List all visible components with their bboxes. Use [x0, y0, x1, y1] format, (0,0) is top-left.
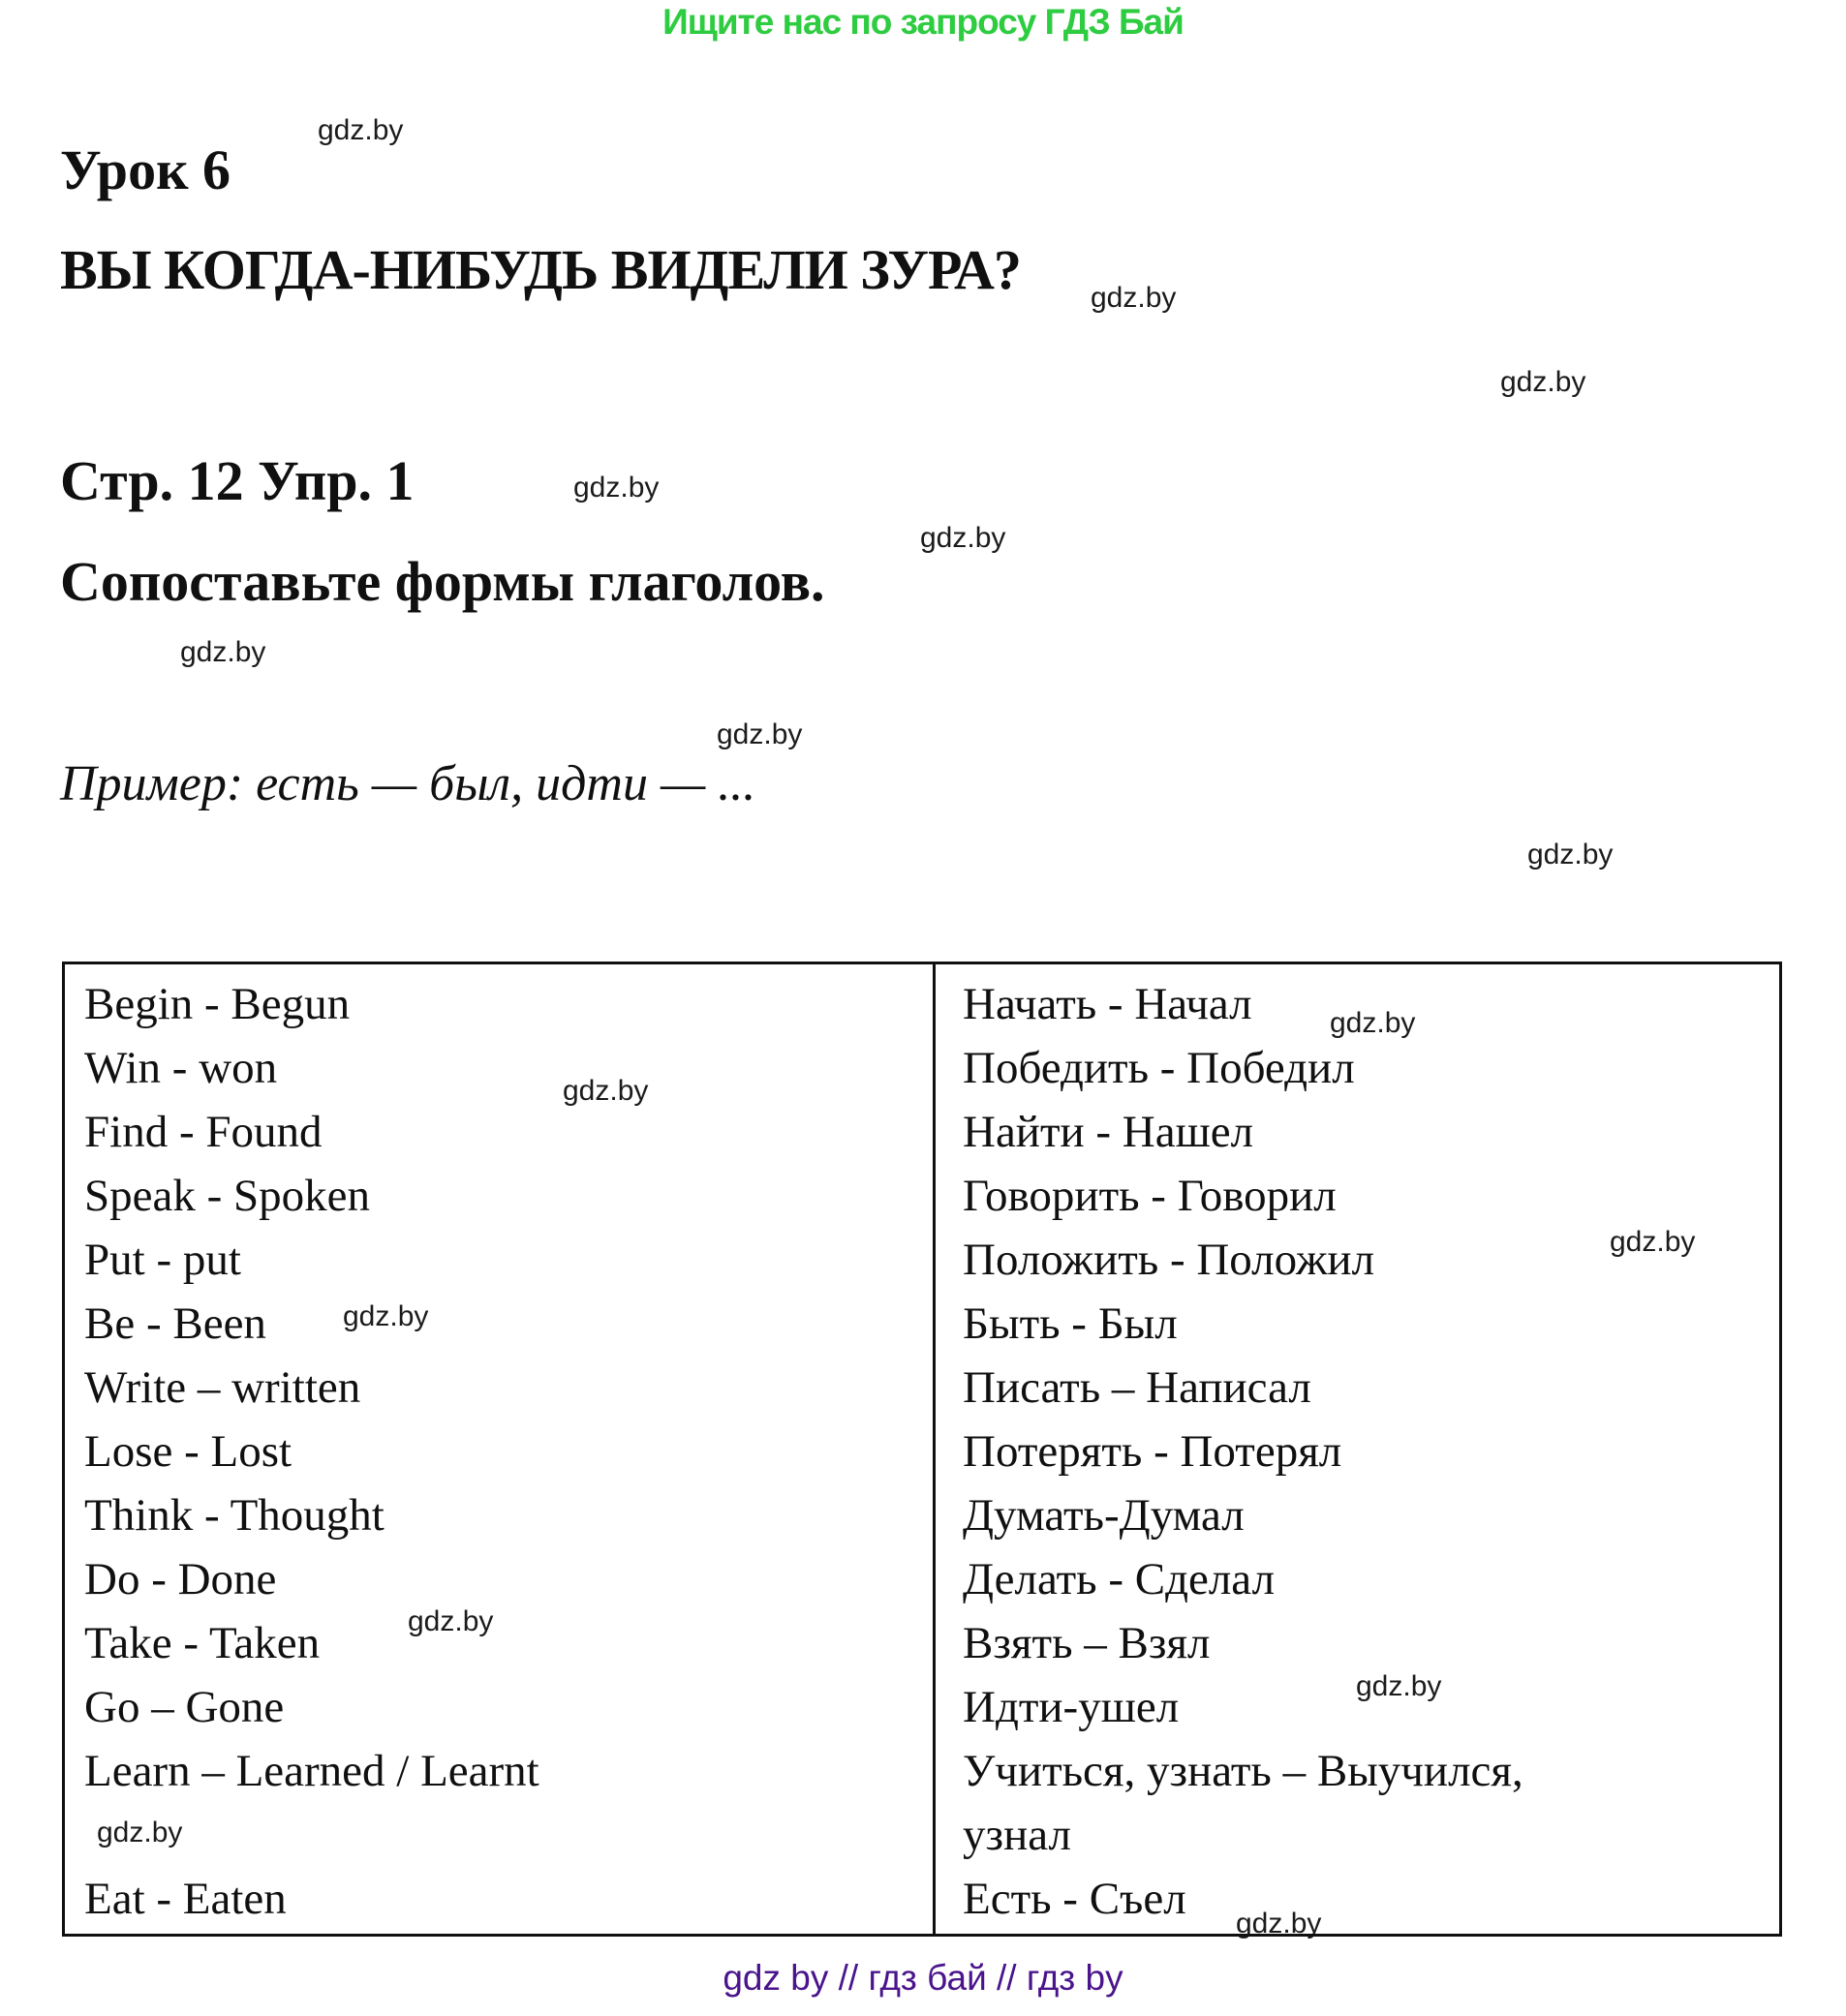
- verb-pair-row: Think - Thought: [84, 1490, 385, 1541]
- verb-pair-row: Быть - Был: [963, 1298, 1178, 1349]
- gdz-watermark: gdz.by: [920, 522, 1006, 554]
- verb-pair-row-empty: [84, 1803, 933, 1867]
- verb-pair-row: Взять – Взял: [963, 1618, 1211, 1668]
- gdz-watermark: gdz.by: [717, 718, 803, 750]
- promo-banner: Ищите нас по запросу ГДЗ Бай: [662, 2, 1184, 42]
- verb-pair-row: Учиться, узнать – Выучился,: [963, 1746, 1523, 1796]
- verb-pair-row: Be - Been: [84, 1298, 266, 1349]
- lesson-heading: Урок 6: [60, 138, 231, 201]
- verb-pair-row: Начать - Начал: [963, 979, 1252, 1029]
- verb-pair-row: Do - Done: [84, 1554, 277, 1604]
- verb-pair-row: Begin - Begun: [84, 979, 351, 1029]
- gdz-watermark: gdz.by: [97, 1817, 183, 1848]
- gdz-watermark: gdz.by: [1330, 1007, 1416, 1039]
- verb-pair-row: Победить - Победил: [963, 1043, 1355, 1093]
- footer-links: gdz by // гдз бай // гдз by: [723, 1958, 1123, 1998]
- gdz-watermark: gdz.by: [1236, 1908, 1322, 1940]
- gdz-watermark: gdz.by: [318, 114, 404, 146]
- verb-pair-row: Speak - Spoken: [84, 1171, 371, 1221]
- gdz-watermark: gdz.by: [180, 636, 266, 668]
- example-text: Пример: есть — был, идти — ...: [60, 756, 756, 811]
- verb-pair-row: Eat - Eaten: [84, 1874, 287, 1924]
- verb-pair-row: Go – Gone: [84, 1682, 285, 1732]
- gdz-watermark: gdz.by: [1610, 1226, 1696, 1258]
- verb-pair-row: Win - won: [84, 1043, 278, 1093]
- gdz-watermark: gdz.by: [408, 1605, 494, 1637]
- verb-pair-row: Есть - Съел: [963, 1874, 1186, 1924]
- verb-pair-row: Говорить - Говорил: [963, 1171, 1337, 1221]
- verb-pair-row: Lose - Lost: [84, 1426, 292, 1477]
- verb-pair-row: Take - Taken: [84, 1618, 321, 1668]
- gdz-watermark: gdz.by: [343, 1300, 429, 1332]
- gdz-watermark: gdz.by: [573, 472, 660, 504]
- verb-pair-row: Писать – Написал: [963, 1362, 1311, 1413]
- gdz-watermark: gdz.by: [1356, 1670, 1442, 1702]
- gdz-watermark: gdz.by: [1091, 282, 1177, 314]
- verb-pair-row: Положить - Положил: [963, 1235, 1375, 1285]
- verb-pair-row: Идти-ушел: [963, 1682, 1180, 1732]
- gdz-watermark: gdz.by: [1500, 366, 1586, 398]
- verb-pair-row: Put - put: [84, 1235, 241, 1285]
- page-title: ВЫ КОГДА-НИБУДЬ ВИДЕЛИ ЗУРА?: [60, 238, 1021, 301]
- verb-pair-row: Learn – Learned / Learnt: [84, 1746, 539, 1796]
- verb-pair-row: Write – written: [84, 1362, 361, 1413]
- verb-pair-row: узнал: [963, 1810, 1071, 1860]
- verb-pair-row: Find - Found: [84, 1107, 323, 1157]
- table-column-english: [65, 964, 936, 1934]
- verb-pair-row: Думать-Думал: [963, 1490, 1245, 1541]
- gdz-watermark: gdz.by: [1527, 839, 1614, 871]
- verbs-table: [62, 962, 1782, 1937]
- verb-pair-row: Потерять - Потерял: [963, 1426, 1342, 1477]
- table-column-russian: [936, 964, 1779, 1934]
- instruction-text: Сопоставьте формы глаголов.: [60, 550, 825, 613]
- gdz-watermark: gdz.by: [563, 1075, 649, 1107]
- exercise-heading: Стр. 12 Упр. 1: [60, 449, 415, 512]
- verb-pair-row: Делать - Сделал: [963, 1554, 1276, 1604]
- verb-pair-row: Найти - Нашел: [963, 1107, 1254, 1157]
